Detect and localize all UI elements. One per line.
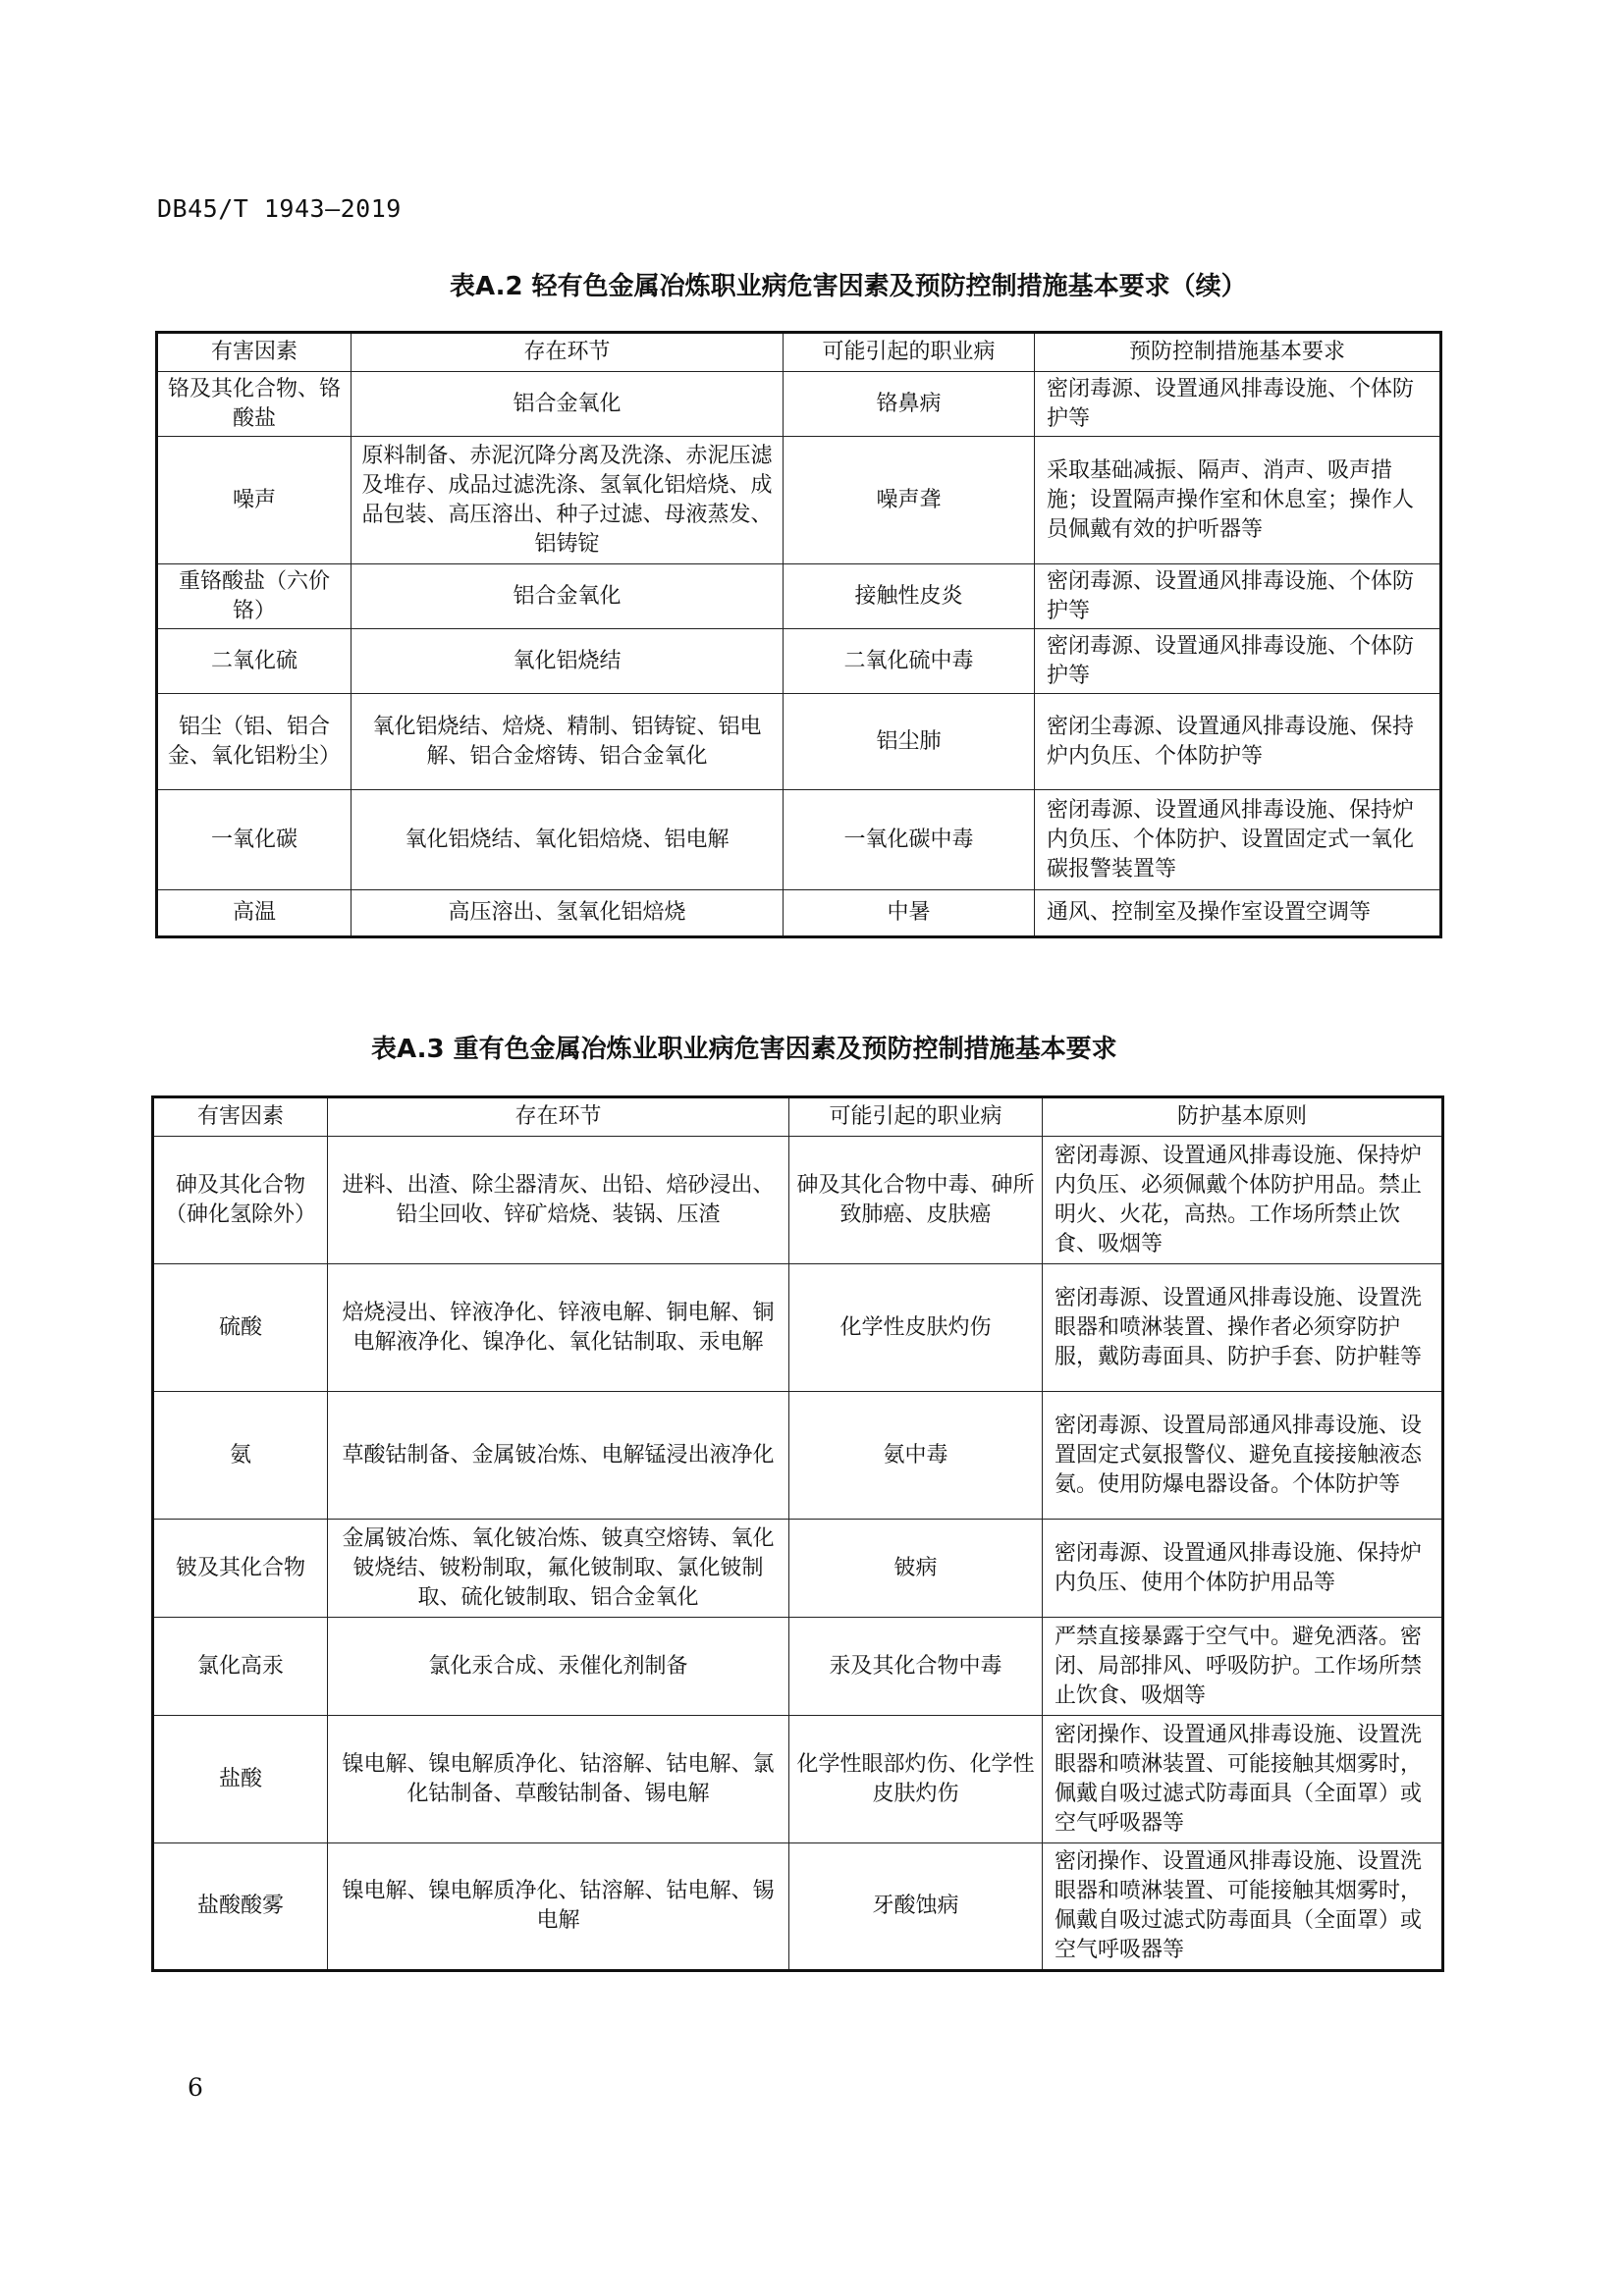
table-cell: 氧化铝烧结、焙烧、精制、铝铸锭、铝电解、铝合金熔铸、铝合金氧化	[352, 694, 784, 790]
table-row	[157, 890, 1441, 937]
column-header: 可能引起的职业病	[789, 1097, 1043, 1137]
table-cell: 砷及其化合物中毒、砷所致肺癌、皮肤癌	[789, 1137, 1043, 1264]
table-cell: 氯化高汞	[153, 1618, 328, 1716]
column-header: 存在环节	[328, 1097, 789, 1137]
table-cell: 盐酸	[153, 1716, 328, 1843]
table-cell: 化学性眼部灼伤、化学性皮肤灼伤	[789, 1716, 1043, 1843]
table-cell: 密闭尘毒源、设置通风排毒设施、保持炉内负压、个体防护等	[1035, 694, 1441, 790]
table-cell: 氨	[153, 1392, 328, 1520]
table-cell: 进料、出渣、除尘器清灰、出铅、焙砂浸出、铅尘回收、锌矿焙烧、装锅、压渣	[328, 1137, 789, 1264]
column-header: 预防控制措施基本要求	[1035, 333, 1441, 372]
table-row	[153, 1264, 1443, 1392]
table-cell: 接触性皮炎	[784, 564, 1035, 629]
table-cell: 严禁直接暴露于空气中。避免洒落。密闭、局部排风、呼吸防护。工作场所禁止饮食、吸烟等	[1043, 1618, 1443, 1716]
table-cell: 铝合金氧化	[352, 564, 784, 629]
table-cell: 铬及其化合物、铬酸盐	[157, 372, 352, 437]
table-cell: 氨中毒	[789, 1392, 1043, 1520]
table-cell: 重铬酸盐（六价铬）	[157, 564, 352, 629]
table-cell: 氧化铝烧结、氧化铝焙烧、铝电解	[352, 790, 784, 890]
table-cell: 金属铍冶炼、氧化铍冶炼、铍真空熔铸、氧化铍烧结、铍粉制取，氟化铍制取、氯化铍制取、硫化铍制取、铝合金氧化	[328, 1520, 789, 1618]
column-header: 有害因素	[157, 333, 352, 372]
table-cell: 汞及其化合物中毒	[789, 1618, 1043, 1716]
table-cell: 一氧化碳	[157, 790, 352, 890]
table-row	[153, 1716, 1443, 1843]
table-row	[157, 790, 1441, 890]
table-row	[153, 1137, 1443, 1264]
table-row	[157, 564, 1441, 629]
table-cell: 一氧化碳中毒	[784, 790, 1035, 890]
table-row	[157, 629, 1441, 694]
table-row	[157, 372, 1441, 437]
table-a2	[155, 331, 1442, 938]
table-row	[157, 694, 1441, 790]
table-row	[157, 437, 1441, 564]
table-header-row	[157, 333, 1441, 372]
table-row	[153, 1392, 1443, 1520]
table-a2-caption: 表A.2 轻有色金属冶炼职业病危害因素及预防控制措施基本要求（续）	[450, 272, 1247, 301]
table-cell: 铍病	[789, 1520, 1043, 1618]
table-cell: 高温	[157, 890, 352, 937]
column-header: 有害因素	[153, 1097, 328, 1137]
table-cell: 密闭操作、设置通风排毒设施、设置洗眼器和喷淋装置、可能接触其烟雾时，佩戴自吸过滤式防毒面具（全面罩）或空气呼吸器等	[1043, 1843, 1443, 1971]
table-cell: 高压溶出、氢氧化铝焙烧	[352, 890, 784, 937]
table-cell: 采取基础减振、隔声、消声、吸声措施；设置隔声操作室和休息室；操作人员佩戴有效的护听器等	[1035, 437, 1441, 564]
table-cell: 密闭毒源、设置通风排毒设施、个体防护等	[1035, 564, 1441, 629]
table-cell: 密闭毒源、设置通风排毒设施、保持炉内负压、必须佩戴个体防护用品。禁止明火、火花，高热。工作场所禁止饮食、吸烟等	[1043, 1137, 1443, 1264]
table-cell: 氯化汞合成、汞催化剂制备	[328, 1618, 789, 1716]
table-cell: 铝尘肺	[784, 694, 1035, 790]
table-cell: 密闭毒源、设置通风排毒设施、设置洗眼器和喷淋装置、操作者必须穿防护服，戴防毒面具、防护手套、防护鞋等	[1043, 1264, 1443, 1392]
table-cell: 通风、控制室及操作室设置空调等	[1035, 890, 1441, 937]
table-cell: 镍电解、镍电解质净化、钴溶解、钴电解、氯化钴制备、草酸钴制备、锡电解	[328, 1716, 789, 1843]
table-cell: 密闭毒源、设置通风排毒设施、保持炉内负压、个体防护、设置固定式一氧化碳报警装置等	[1035, 790, 1441, 890]
table-cell: 密闭毒源、设置通风排毒设施、保持炉内负压、使用个体防护用品等	[1043, 1520, 1443, 1618]
table-cell: 硫酸	[153, 1264, 328, 1392]
table-cell: 氧化铝烧结	[352, 629, 784, 694]
table-cell: 化学性皮肤灼伤	[789, 1264, 1043, 1392]
table-cell: 草酸钴制备、金属铍冶炼、电解锰浸出液净化	[328, 1392, 789, 1520]
table-cell: 中暑	[784, 890, 1035, 937]
column-header: 可能引起的职业病	[784, 333, 1035, 372]
table-a3	[151, 1095, 1444, 1972]
table-cell: 焙烧浸出、锌液净化、锌液电解、铜电解、铜电解液净化、镍净化、氧化钴制取、汞电解	[328, 1264, 789, 1392]
table-a3-caption: 表A.3 重有色金属冶炼业职业病危害因素及预防控制措施基本要求	[371, 1035, 1117, 1064]
table-cell: 噪声	[157, 437, 352, 564]
table-cell: 盐酸酸雾	[153, 1843, 328, 1971]
table-row	[153, 1520, 1443, 1618]
table-cell: 密闭操作、设置通风排毒设施、设置洗眼器和喷淋装置、可能接触其烟雾时，佩戴自吸过滤式防毒面具（全面罩）或空气呼吸器等	[1043, 1716, 1443, 1843]
table-cell: 原料制备、赤泥沉降分离及洗涤、赤泥压滤及堆存、成品过滤洗涤、氢氧化铝焙烧、成品包装、高压溶出、种子过滤、母液蒸发、铝铸锭	[352, 437, 784, 564]
table-cell: 密闭毒源、设置通风排毒设施、个体防护等	[1035, 372, 1441, 437]
page-number: 6	[188, 2073, 203, 2102]
table-cell: 铝合金氧化	[352, 372, 784, 437]
table-cell: 铍及其化合物	[153, 1520, 328, 1618]
table-cell: 砷及其化合物（砷化氢除外）	[153, 1137, 328, 1264]
column-header: 存在环节	[352, 333, 784, 372]
table-row	[153, 1843, 1443, 1971]
table-cell: 噪声聋	[784, 437, 1035, 564]
table-cell: 镍电解、镍电解质净化、钴溶解、钴电解、锡电解	[328, 1843, 789, 1971]
column-header: 防护基本原则	[1043, 1097, 1443, 1137]
document-code: DB45/T 1943—2019	[157, 194, 402, 223]
table-cell: 密闭毒源、设置局部通风排毒设施、设置固定式氨报警仪、避免直接接触液态氨。使用防爆电器设备。个体防护等	[1043, 1392, 1443, 1520]
table-cell: 二氧化硫中毒	[784, 629, 1035, 694]
table-cell: 牙酸蚀病	[789, 1843, 1043, 1971]
table-cell: 铝尘（铝、铝合金、氧化铝粉尘）	[157, 694, 352, 790]
table-cell: 铬鼻病	[784, 372, 1035, 437]
table-row	[153, 1618, 1443, 1716]
table-header-row	[153, 1097, 1443, 1137]
table-cell: 二氧化硫	[157, 629, 352, 694]
table-cell: 密闭毒源、设置通风排毒设施、个体防护等	[1035, 629, 1441, 694]
